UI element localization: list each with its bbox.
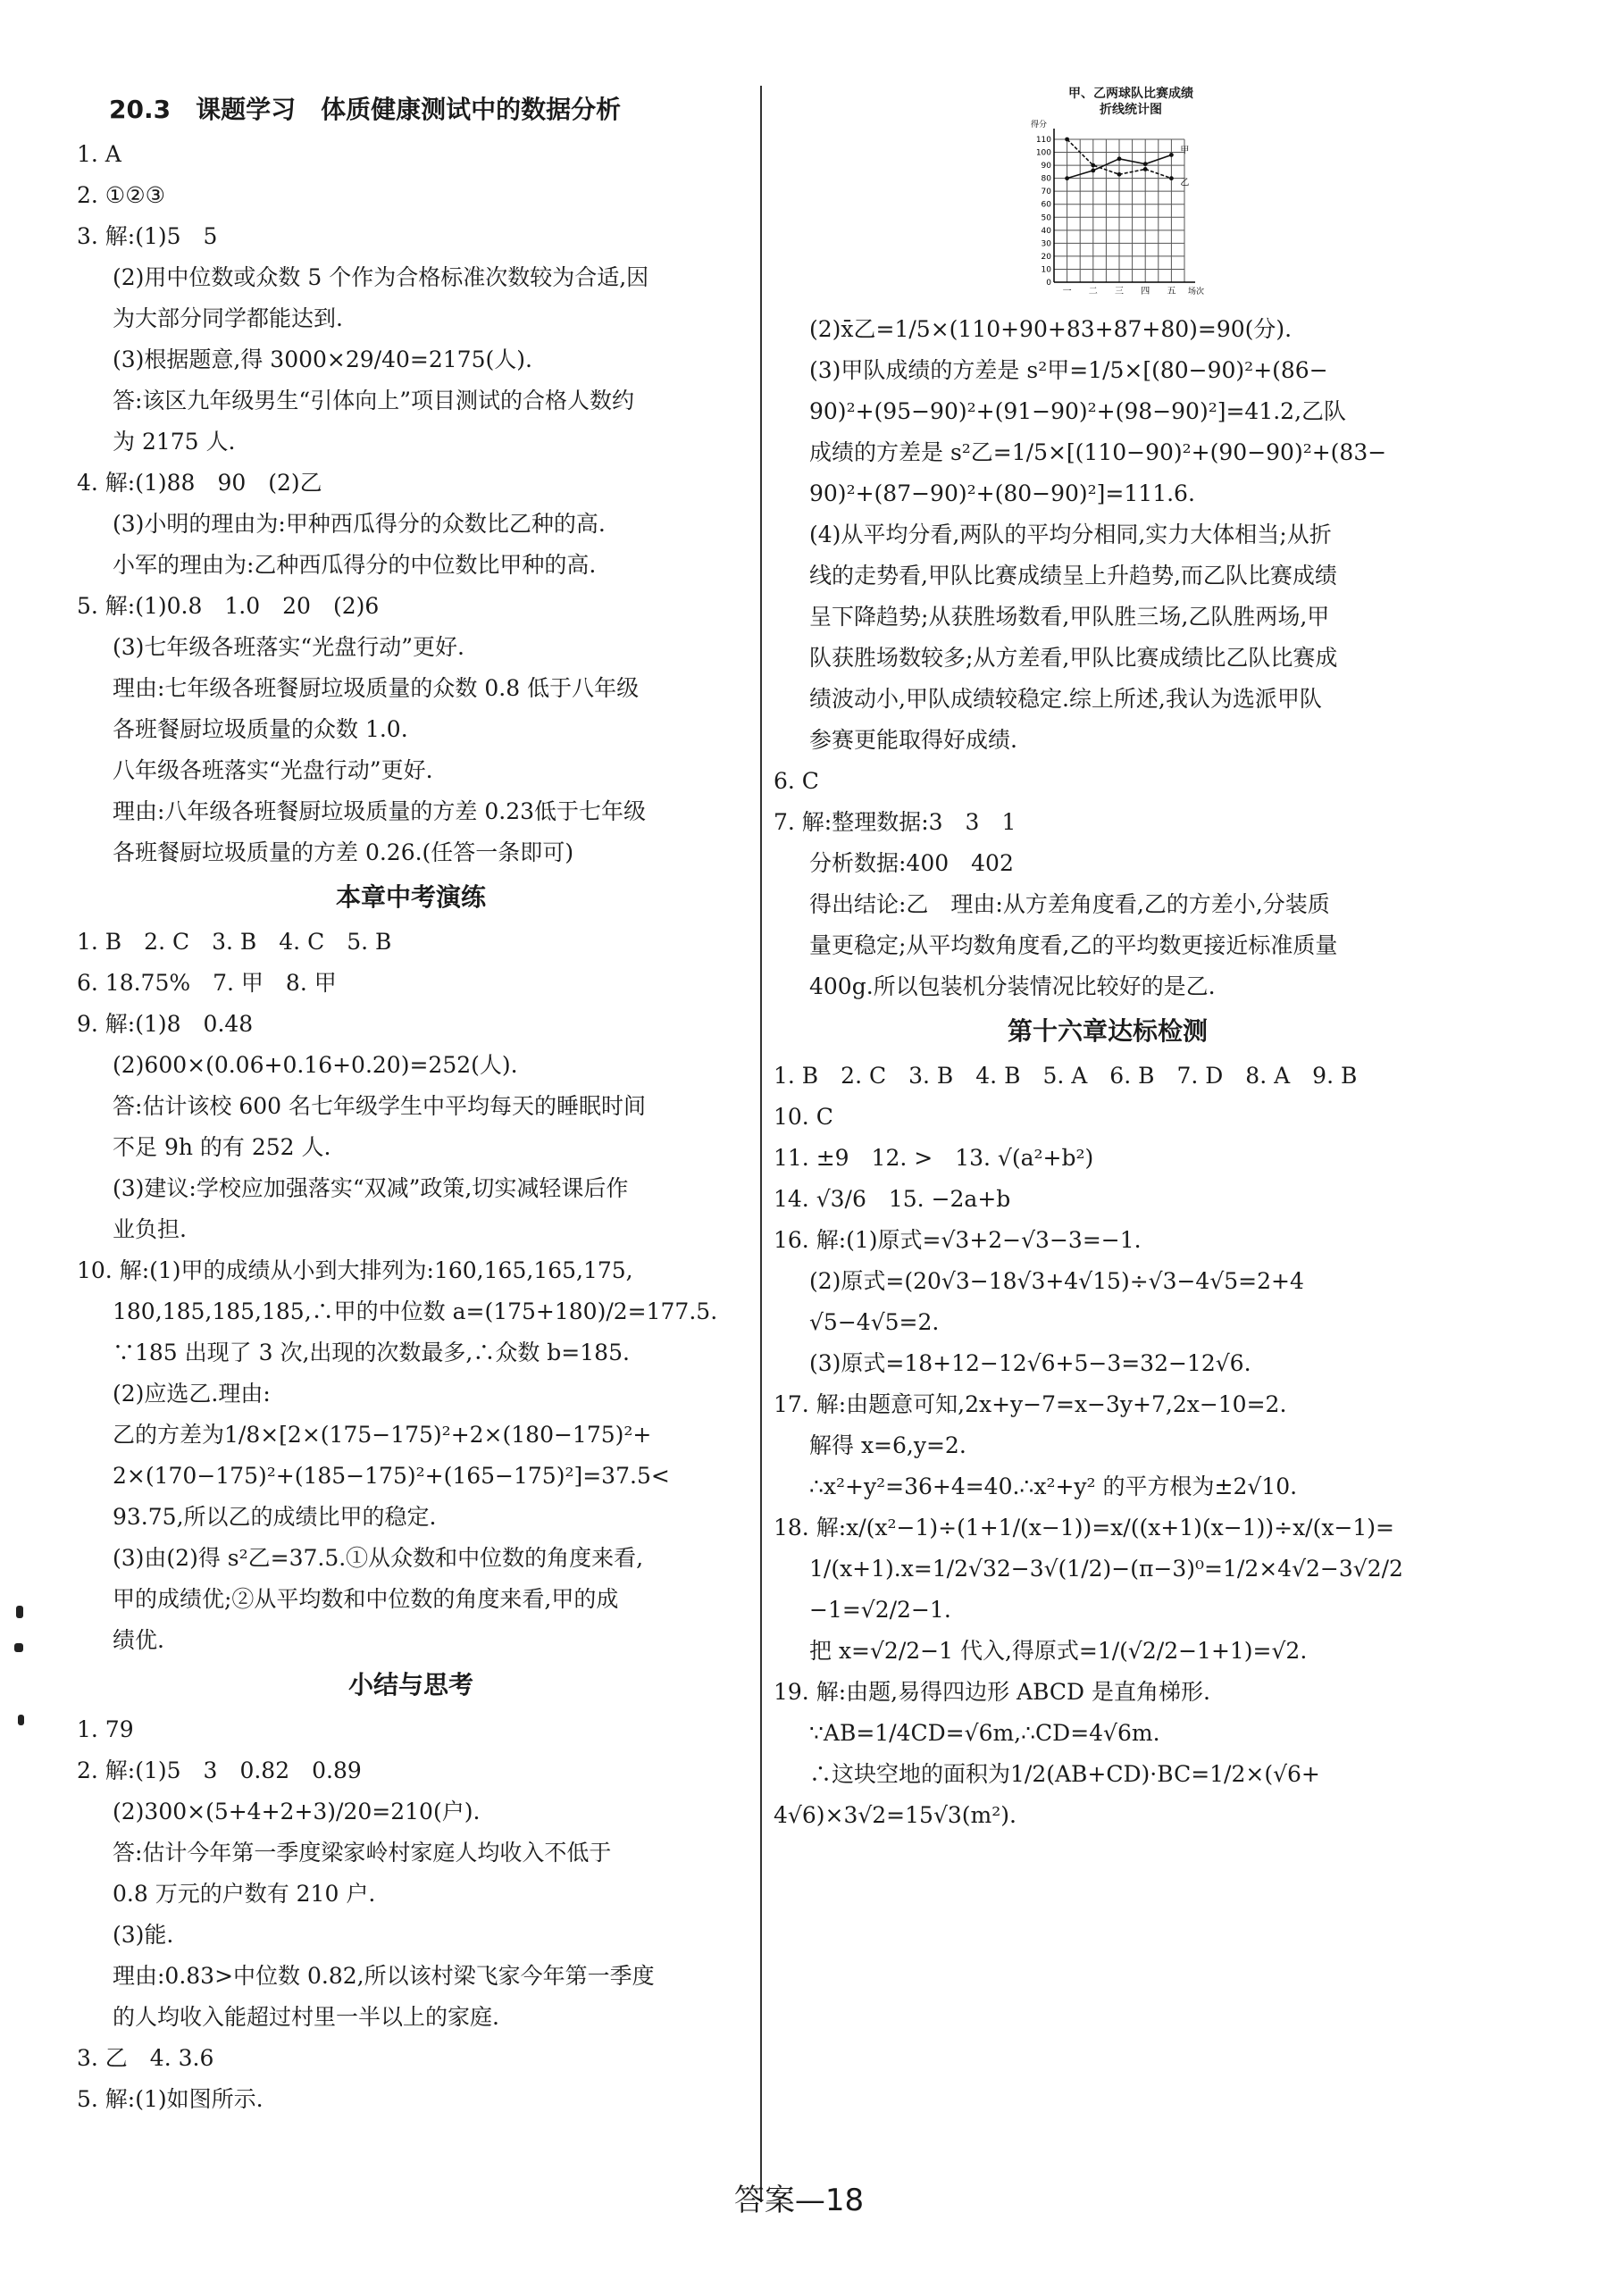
text-line: 乙的方差为1/8×[2×(175−175)²+2×(180−175)²+ (113, 1422, 652, 1448)
text-line: 400g.所以包装机分装情况比较好的是乙. (809, 973, 1216, 999)
text-line: 90)²+(95−90)²+(91−90)²+(98−90)²]=41.2,乙队 (809, 398, 1347, 424)
text-line: 各班餐厨垃圾质量的方差 0.26.(任答一条即可) (113, 839, 574, 865)
text-line: 1/(x+1).x=1/2√32−3√(1/2)−(π−3)⁰=1/2×4√2−3√2/2 (809, 1556, 1403, 1582)
text-line: (2)600×(0.06+0.16+0.20)=252(人). (113, 1052, 518, 1078)
text-line: 10. 解:(1)甲的成绩从小到大排列为:160,165,165,175, (77, 1257, 633, 1283)
text-line: 解得 x=6,y=2. (809, 1432, 966, 1458)
y-tick-label: 110 (1035, 136, 1051, 145)
data-point (1117, 156, 1122, 161)
y-tick-label: 60 (1041, 200, 1051, 210)
text-line: 1. B 2. C 3. B 4. B 5. A 6. B 7. D 8. A 9. B (774, 1063, 1358, 1089)
text-line: 5. 解:(1)如图所示. (77, 2086, 264, 2112)
margin-mark (16, 1606, 23, 1618)
margin-mark (14, 1643, 23, 1652)
data-point (1143, 167, 1148, 171)
text-line: √5−4√5=2. (809, 1309, 940, 1335)
text-line: (3)甲队成绩的方差是 s²甲=1/5×[(80−90)²+(86− (809, 357, 1328, 383)
text-line: (3)小明的理由为:甲种西瓜得分的众数比乙种的高. (113, 511, 606, 537)
text-line: 14. √3/6 15. −2a+b (774, 1186, 1011, 1212)
data-point (1065, 176, 1069, 180)
margin-mark (18, 1715, 24, 1725)
column-divider (760, 86, 762, 2202)
text-line: 6. C (774, 768, 819, 794)
text-line: 2. 解:(1)5 3 0.82 0.89 (77, 1757, 362, 1783)
text-line: 93.75,所以乙的成绩比甲的稳定. (113, 1504, 437, 1530)
y-tick-label: 10 (1041, 265, 1051, 275)
text-line: (3)根据题意,得 3000×29/40=2175(人). (113, 346, 532, 372)
text-line: (2)应选乙.理由: (113, 1381, 271, 1407)
text-line: 6. 18.75% 7. 甲 8. 甲 (77, 970, 337, 996)
text-line: 1. B 2. C 3. B 4. C 5. B (77, 929, 392, 955)
series-label: 乙 (1180, 178, 1190, 188)
data-point (1091, 169, 1095, 173)
text-line: (2)用中位数或众数 5 个作为合格标准次数较为合适,因 (113, 264, 649, 290)
section-title: 小结与思考 (347, 1670, 473, 1699)
text-line: (3)能. (113, 1922, 174, 1948)
right-text (774, 309, 1442, 1836)
data-point (1169, 153, 1174, 157)
y-tick-label: 90 (1041, 162, 1051, 171)
x-tick-label: 四 (1141, 287, 1150, 296)
text-line: ∵185 出现了 3 次,出现的次数最多,∴众数 b=185. (113, 1340, 630, 1365)
text-line: (2)原式=(20√3−18√3+4√15)÷√3−4√5=2+4 (809, 1268, 1304, 1294)
text-line: 呈下降趋势;从获胜场数看,甲队胜三场,乙队胜两场,甲 (809, 604, 1330, 630)
text-line: ∴x²+y²=36+4=40.∴x²+y² 的平方根为±2√10. (809, 1474, 1298, 1499)
text-line: 4√6)×3√2=15√3(m²). (774, 1802, 1017, 1828)
data-point (1091, 163, 1095, 168)
text-line: 3. 解:(1)5 5 (77, 223, 218, 249)
text-line: 理由:八年级各班餐厨垃圾质量的方差 0.23低于七年级 (113, 798, 647, 824)
text-line: 18. 解:x/(x²−1)÷(1+1/(x−1))=x/((x+1)(x−1))÷x/(x−1)= (774, 1515, 1394, 1540)
text-line: 10. C (774, 1104, 833, 1130)
text-line: 为 2175 人. (113, 429, 236, 455)
text-line: (4)从平均分看,两队的平均分相同,实力大体相当;从折 (809, 522, 1332, 547)
text-line: 2×(170−175)²+(185−175)²+(165−175)²]=37.5< (113, 1463, 670, 1489)
section-title: 第十六章达标检测 (1007, 1016, 1208, 1046)
text-line: 绩优. (113, 1627, 164, 1653)
text-line: 把 x=√2/2−1 代入,得原式=1/(√2/2−1+1)=√2. (809, 1638, 1308, 1664)
text-line: (2)x̄乙=1/5×(110+90+83+87+80)=90(分). (809, 316, 1293, 342)
y-axis-label: 得分 (1031, 121, 1048, 129)
text-line: 7. 解:整理数据:3 3 1 (774, 809, 1017, 835)
x-tick-label: 二 (1088, 287, 1098, 296)
text-line: 的人均收入能超过村里一半以上的家庭. (113, 2004, 499, 2030)
page-footer: 答案—18 (733, 2183, 865, 2218)
left-column (77, 86, 745, 2120)
text-line: 17. 解:由题意可知,2x+y−7=x−3y+7,2x−10=2. (774, 1391, 1287, 1417)
text-line: (2)300×(5+4+2+3)/20=210(户). (113, 1799, 481, 1824)
text-line: 5. 解:(1)0.8 1.0 20 (2)6 (77, 593, 380, 619)
y-tick-label: 30 (1041, 239, 1051, 249)
text-line: 3. 乙 4. 3.6 (77, 2045, 214, 2071)
text-line: 得出结论:乙 理由:从方差角度看,乙的方差小,分装质 (809, 891, 1330, 917)
text-line: 理由:0.83>中位数 0.82,所以该村梁飞家今年第一季度 (113, 1963, 655, 1989)
text-line: 19. 解:由题,易得四边形 ABCD 是直角梯形. (774, 1679, 1210, 1705)
x-tick-label: 三 (1115, 287, 1124, 296)
x-tick-label: 一 (1062, 287, 1072, 296)
text-line: (3)建议:学校应加强落实“双减”政策,切实减轻课后作 (113, 1175, 629, 1201)
text-line: 11. ±9 12. > 13. √(a²+b²) (774, 1145, 1094, 1171)
text-line: 16. 解:(1)原式=√3+2−√3−3=−1. (774, 1227, 1142, 1253)
text-line: −1=√2/2−1. (809, 1597, 951, 1623)
text-line: 各班餐厨垃圾质量的众数 1.0. (113, 716, 408, 742)
y-tick-label: 20 (1041, 252, 1051, 262)
data-point (1065, 138, 1069, 142)
text-line: ∴这块空地的面积为1/2(AB+CD)·BC=1/2×(√6+ (809, 1761, 1320, 1787)
text-line: 1. A (77, 141, 121, 167)
text-line: (3)由(2)得 s²乙=37.5.①从众数和中位数的角度来看, (113, 1545, 644, 1571)
text-line: 2. ①②③ (77, 182, 166, 208)
y-tick-label: 0 (1046, 279, 1051, 288)
line-chart (1015, 86, 1247, 309)
data-point (1143, 162, 1148, 166)
x-axis-label: 场次 (1188, 288, 1205, 296)
text-line: 分析数据:400 402 (809, 850, 1014, 876)
text-line: 90)²+(87−90)²+(80−90)²]=111.6. (809, 480, 1195, 506)
chart-subtitle: 折线统计图 (1100, 103, 1162, 117)
data-point (1169, 176, 1174, 180)
section-title: 本章中考演练 (335, 882, 486, 912)
chart-svg (1015, 118, 1247, 309)
section-title: 20.3 课题学习 体质健康测试中的数据分析 (109, 95, 622, 124)
text-line: 参赛更能取得好成绩. (809, 727, 1017, 753)
x-tick-label: 五 (1167, 287, 1176, 296)
right-column (774, 86, 1442, 1836)
text-line: 9. 解:(1)8 0.48 (77, 1011, 254, 1037)
text-line: ∵AB=1/4CD=√6m,∴CD=4√6m. (809, 1720, 1160, 1746)
y-tick-label: 70 (1041, 188, 1051, 197)
text-line: 180,185,185,185,∴甲的中位数 a=(175+180)/2=177.5. (113, 1298, 718, 1324)
text-line: 成绩的方差是 s²乙=1/5×[(110−90)²+(90−90)²+(83− (809, 439, 1387, 465)
text-line: 理由:七年级各班餐厨垃圾质量的众数 0.8 低于八年级 (113, 675, 640, 701)
text-line: 小军的理由为:乙种西瓜得分的中位数比甲种的高. (113, 552, 597, 578)
y-tick-label: 80 (1041, 174, 1051, 184)
data-point (1117, 172, 1122, 177)
chart-title: 甲、乙两球队比赛成绩 (1068, 87, 1193, 101)
text-line: 0.8 万元的户数有 210 户. (113, 1881, 376, 1907)
y-tick-label: 100 (1035, 148, 1051, 158)
text-line: 八年级各班落实“光盘行动”更好. (113, 757, 433, 783)
text-line: 业负担. (113, 1216, 187, 1242)
y-tick-label: 40 (1041, 226, 1051, 236)
text-line: (3)原式=18+12−12√6+5−3=32−12√6. (809, 1350, 1251, 1376)
text-line: 绩波动小,甲队成绩较稳定.综上所述,我认为选派甲队 (809, 686, 1322, 712)
text-line: 4. 解:(1)88 90 (2)乙 (77, 470, 322, 496)
text-line: 线的走势看,甲队比赛成绩呈上升趋势,而乙队比赛成绩 (809, 563, 1337, 589)
text-line: 1. 79 (77, 1716, 134, 1742)
text-line: 答:估计今年第一季度梁家岭村家庭人均收入不低于 (113, 1840, 612, 1866)
text-line: 甲的成绩优;②从平均数和中位数的角度来看,甲的成 (113, 1586, 619, 1612)
text-line: 为大部分同学都能达到. (113, 305, 343, 331)
text-line: (3)七年级各班落实“光盘行动”更好. (113, 634, 464, 660)
text-line: 答:估计该校 600 名七年级学生中平均每天的睡眠时间 (113, 1093, 647, 1119)
y-tick-label: 50 (1041, 213, 1051, 223)
text-line: 答:该区九年级男生“引体向上”项目测试的合格人数约 (113, 388, 634, 413)
text-line: 不足 9h 的有 252 人. (113, 1134, 331, 1160)
text-line: 队获胜场数较多;从方差看,甲队比赛成绩比乙队比赛成 (809, 645, 1338, 671)
series-label: 甲 (1180, 146, 1190, 156)
text-line: 量更稳定;从平均数角度看,乙的平均数更接近标准质量 (809, 932, 1338, 958)
